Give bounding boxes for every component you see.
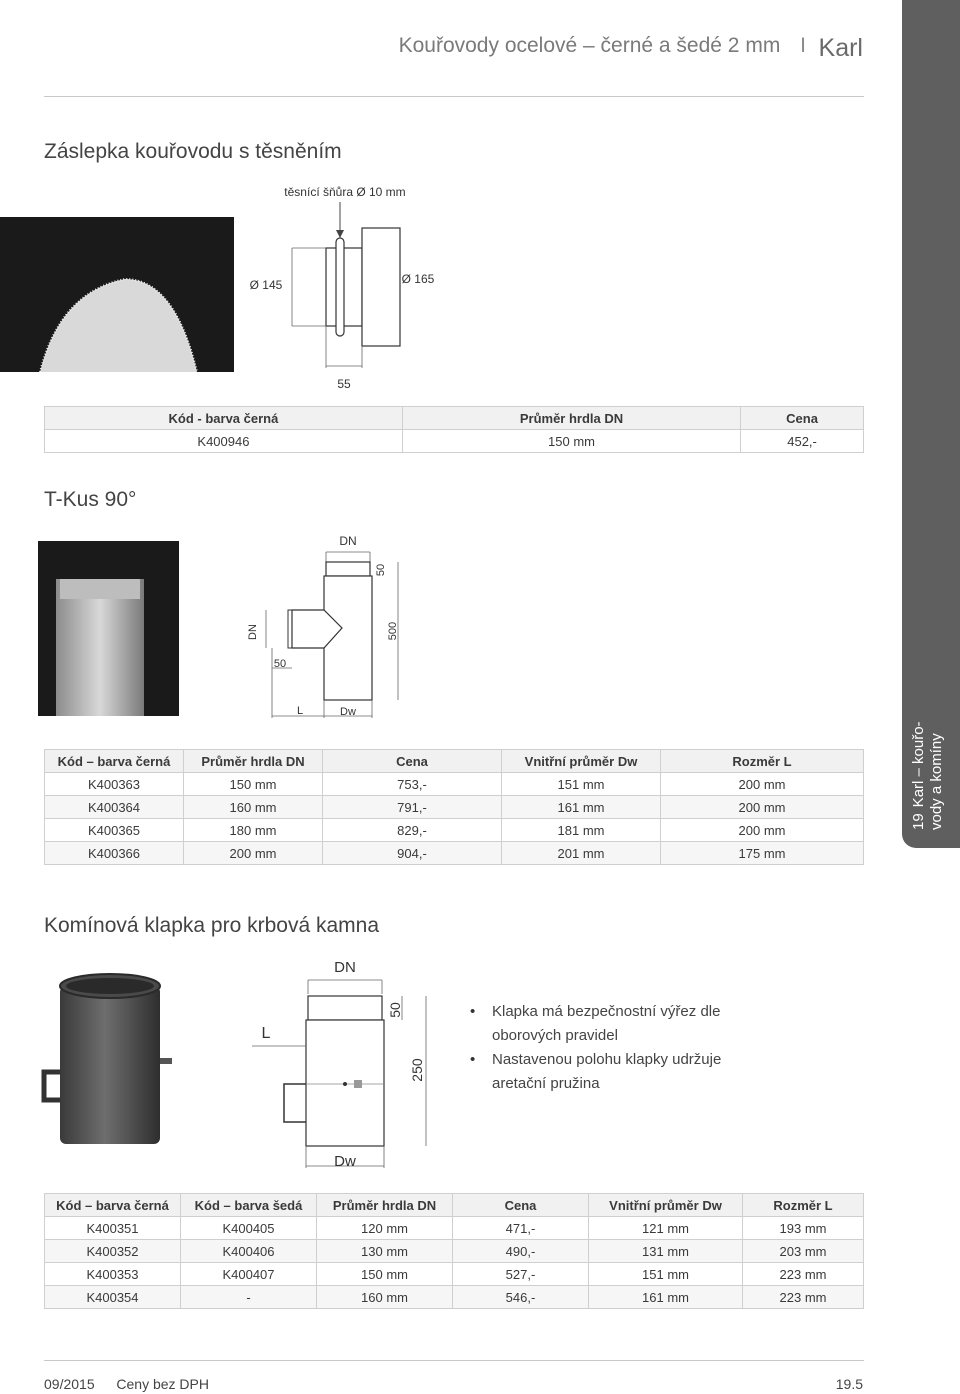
section-title-tkus: T-Kus 90°	[44, 488, 137, 511]
table-cell: 175 mm	[661, 842, 864, 865]
table-cell: K400354	[45, 1286, 181, 1309]
label-d165: Ø 165	[401, 272, 435, 286]
label-55: 55	[337, 377, 351, 391]
table-cell: 150 mm	[402, 430, 740, 453]
th-kod-seda: Kód – barva šedá	[181, 1194, 317, 1217]
footer-rule	[44, 1360, 864, 1361]
footer-note: Ceny bez DPH	[116, 1376, 209, 1392]
photo-zaslepka-svg	[0, 217, 234, 372]
table-cell: 150 mm	[317, 1263, 453, 1286]
table-header-row	[45, 1194, 864, 1217]
table-row	[45, 1240, 864, 1263]
photo-tkus-svg	[38, 541, 179, 716]
label-l: L	[296, 705, 304, 717]
table-cell: K400406	[181, 1240, 317, 1263]
product-photo-zaslepka	[0, 217, 234, 372]
table-cell: 131 mm	[589, 1240, 743, 1263]
th-kod-cerna: Kód – barva černá	[45, 1194, 181, 1217]
feature-item: • Nastavenou polohu klapky udržuje aretační pružina	[470, 1048, 770, 1096]
label-500: 500	[387, 621, 399, 641]
table-row	[45, 796, 864, 819]
table-header-row	[45, 407, 864, 430]
footer-left	[44, 1376, 209, 1392]
table-cell: 181 mm	[502, 819, 661, 842]
table-cell: 471,-	[453, 1217, 589, 1240]
table-row	[45, 773, 864, 796]
table-cell: 130 mm	[317, 1240, 453, 1263]
th-cena: Cena	[453, 1194, 589, 1217]
section-title-klapka: Komínová klapka pro krbová kamna	[44, 914, 380, 937]
table-cell: 193 mm	[743, 1217, 864, 1240]
table-cell: 223 mm	[743, 1286, 864, 1309]
product-photo-klapka	[36, 972, 186, 1148]
table-cell: 160 mm	[184, 796, 323, 819]
table-cell: 829,-	[323, 819, 502, 842]
side-tab-line1: Karl – kouřo-	[910, 721, 927, 808]
table-cell: K400352	[45, 1240, 181, 1263]
th-dw: Vnitřní průměr Dw	[589, 1194, 743, 1217]
table-cell: 151 mm	[589, 1263, 743, 1286]
table-tkus	[44, 749, 864, 865]
product-photo-tkus	[38, 541, 179, 716]
table-cell: 150 mm	[184, 773, 323, 796]
header-brand: Karl	[818, 34, 863, 62]
table-cell: K400366	[45, 842, 184, 865]
table-cell: K400946	[45, 430, 403, 453]
table-cell: 223 mm	[743, 1263, 864, 1286]
header-title: Kouřovody ocelové – černé a šedé 2 mm	[398, 34, 781, 57]
th-kod: Kód - barva černá	[45, 407, 403, 430]
table-cell: K400353	[45, 1263, 181, 1286]
drawing-zaslepka	[240, 180, 500, 400]
label-l: L	[261, 1025, 271, 1042]
table-row	[45, 430, 864, 453]
table-cell: 490,-	[453, 1240, 589, 1263]
table-cell: -	[181, 1286, 317, 1309]
table-cell: 200 mm	[661, 773, 864, 796]
th-rozmer: Rozměr L	[661, 750, 864, 773]
table-cell: 904,-	[323, 842, 502, 865]
table-cell: 121 mm	[589, 1217, 743, 1240]
table-row	[45, 819, 864, 842]
th-prumer: Průměr hrdla DN	[184, 750, 323, 773]
th-kod: Kód – barva černá	[45, 750, 184, 773]
label-seal: těsnící šňůra Ø 10 mm	[284, 185, 406, 199]
table-row	[45, 1217, 864, 1240]
table-cell: 200 mm	[661, 796, 864, 819]
th-prumer: Průměr hrdla DN	[317, 1194, 453, 1217]
th-prumer: Průměr hrdla DN	[402, 407, 740, 430]
table-row	[45, 842, 864, 865]
table-cell: 160 mm	[317, 1286, 453, 1309]
table-header-row	[45, 750, 864, 773]
side-tab-number: 19	[910, 813, 927, 830]
table-cell: 527,-	[453, 1263, 589, 1286]
feature-item: • Klapka má bezpečnostní výřez dle oborových pravidel	[470, 1000, 770, 1048]
label-dw: Dw	[334, 1153, 356, 1170]
table-cell: 120 mm	[317, 1217, 453, 1240]
table-cell: 201 mm	[502, 842, 661, 865]
table-cell: K400407	[181, 1263, 317, 1286]
table-cell: K400351	[45, 1217, 181, 1240]
label-50-top: 50	[375, 563, 387, 577]
table-cell: 546,-	[453, 1286, 589, 1309]
side-tab-text	[910, 530, 946, 830]
header-title-wrap	[399, 34, 820, 58]
section-title-zaslepka: Záslepka kouřovodu s těsněním	[44, 140, 342, 163]
table-cell: 200 mm	[661, 819, 864, 842]
table-zaslepka	[44, 406, 864, 453]
footer-date: 09/2015	[44, 1376, 95, 1392]
label-50-bottom: 50	[273, 658, 287, 670]
table-klapka	[44, 1193, 864, 1309]
table-cell: 180 mm	[184, 819, 323, 842]
table-cell: K400364	[45, 796, 184, 819]
table-cell: K400363	[45, 773, 184, 796]
table-cell: 452,-	[741, 430, 864, 453]
label-dn-top: DN	[339, 534, 357, 548]
th-cena: Cena	[741, 407, 864, 430]
table-cell: 151 mm	[502, 773, 661, 796]
table-cell: 161 mm	[502, 796, 661, 819]
header-separator: I	[800, 34, 806, 57]
side-tab-line2: vody a komíny	[928, 733, 945, 830]
th-rozmer: Rozměr L	[743, 1194, 864, 1217]
label-250: 250	[409, 1058, 425, 1082]
drawing-klapka	[250, 952, 450, 1174]
table-cell: 791,-	[323, 796, 502, 819]
table-row	[45, 1263, 864, 1286]
header-rule	[44, 96, 864, 97]
table-cell: 200 mm	[184, 842, 323, 865]
table-cell: K400365	[45, 819, 184, 842]
footer-page-number: 19.5	[835, 1376, 863, 1392]
table-cell: 753,-	[323, 773, 502, 796]
label-dw: Dw	[340, 706, 356, 718]
label-50: 50	[387, 1002, 403, 1018]
label-dn: DN	[334, 959, 356, 976]
side-chapter-tab	[902, 0, 960, 848]
label-dn-side: DN	[247, 624, 259, 640]
table-row	[45, 1286, 864, 1309]
table-cell: 161 mm	[589, 1286, 743, 1309]
label-d145: Ø 145	[249, 278, 283, 292]
drawing-tkus	[238, 528, 418, 724]
table-cell: 203 mm	[743, 1240, 864, 1263]
feature-list	[470, 1000, 770, 1096]
table-cell: K400405	[181, 1217, 317, 1240]
th-dw: Vnitřní průměr Dw	[502, 750, 661, 773]
th-cena: Cena	[323, 750, 502, 773]
